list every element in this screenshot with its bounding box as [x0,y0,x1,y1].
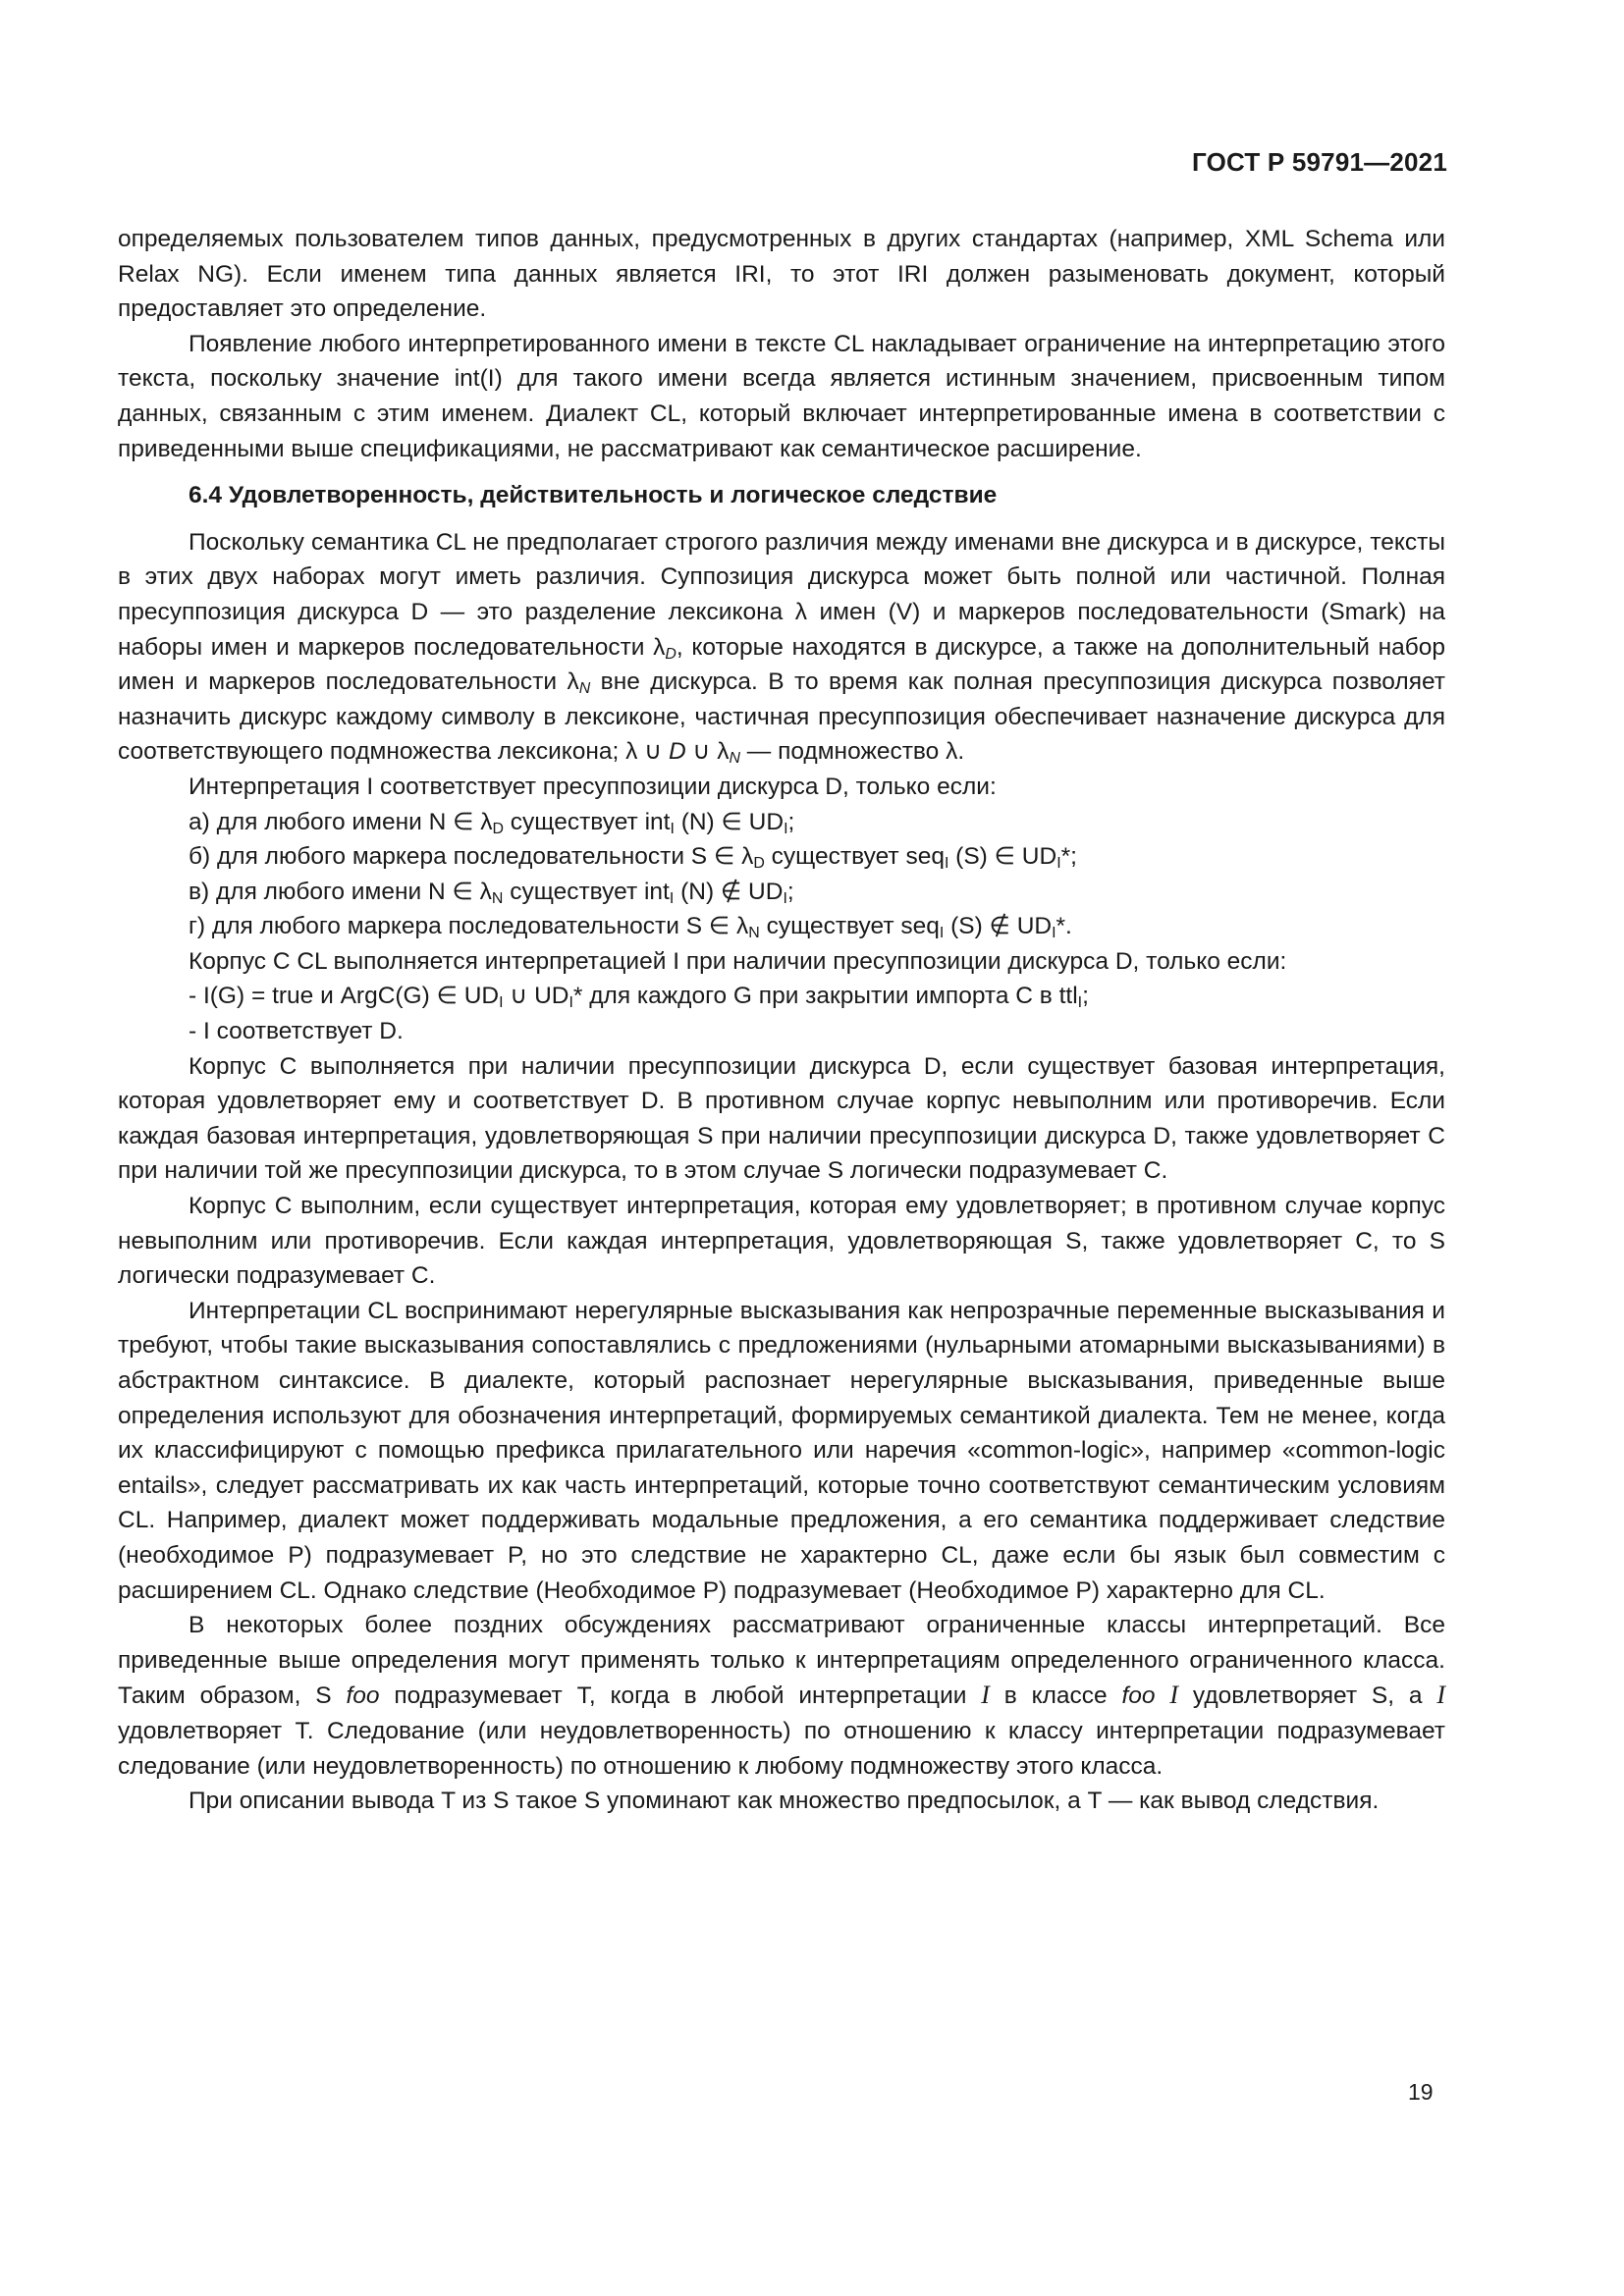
list-item: - I(G) = true и ArgC(G) ∈ $UD_I$ ∪ $UD_I*$ для каждого G при закрытии импорта C в ttl$_I$; [189,983,1089,1012]
list-item: - I соответствует D. [189,1018,404,1045]
paragraph: При описании вывода T из S такое S упоминают как множество предпосылок, а T — как вывод следствия. [189,1788,1380,1815]
paragraph: Поскольку семантика CL не предполагает строгого различия между именами вне дискурса и в дискурсе, тексты в этих двух наборах могут иметь различия. Суппозиция дискурса может быть полной или частичной. Полная пресуппозиция дискурса D — это разделение лексикона λ имен (V) и маркеров последовательности (Smark) на наборы имен и маркеров последовательности $\lambda_D$, которые находятся в дискурсе, а также на дополнительный набор имен и маркеров последовательности $\lambda_N$ вне дискурса. В то время как полная пресуппозиция дискурса позволяет назначить дискурс каждому символу в лексиконе, частичная пресуппозиция обеспечивает назначение дискурса для соответствующего подмножества лексикона; λ ∪ D ∪ $\lambda_N$ — подмножество λ. [118,528,1446,768]
paragraph: Корпус C выполняется при наличии пресуппозиции дискурса D, если существует базовая интерпретация, которая удовлетворяет ему и соответствует D. В противном случае корпус невыполним или противоречив. Если каждая базовая интерпретация, удовлетворяющая S при наличии пресуппозиции дискурса D, также удовлетворяет C при наличии той же пресуппозиции дискурса, то в этом случае S логически подразумевает C. [118,1052,1445,1185]
paragraph: Корпус C выполним, если существует интерпретация, которая ему удовлетворяет; в противном случае корпус невыполним или противоречив. Если каждая интерпретация, удовлетворяющая S, также удовлетворяет C, то S логически подразумевает C. [118,1193,1445,1290]
paragraph: В некоторых более поздних обсуждениях рассматривают ограниченные классы интерпретаций. Все приведенные выше определения могут применять только к интерпретациям определенного ограниченного класса. Таким образом, S foo подразумевает T, когда в любой интерпретации I в классе foo I удовлетворяет S, а I удовлетворяет T. Следование (или неудовлетворенность) по отношению к классу интерпретации подразумевает следование (или неудовлетворенность) по отношению к любому подмножеству этого класса. [118,1612,1445,1780]
list-item: г) для любого маркера последовательности S ∈ $\lambda_N$ существует seq$_I$ (S) ∉ $UD_I*$. [189,913,1072,942]
list-item: б) для любого маркера последовательности S ∈ $\lambda_D$ существует seq$_I$ (S) ∈ $UD_I*$; [189,843,1077,873]
standard-header: ГОСТ Р 59791—2021 [1192,147,1447,177]
paragraph: определяемых пользователем типов данных, предусмотренных в других стандартах (например, XML Schema или Relax NG). Если именем типа данных является IRI, то этот IRI должен разыменовать документ, который предоставляет это определение. [118,226,1445,323]
paragraph: Интерпретации CL воспринимают нерегулярные высказывания как непрозрачные переменные высказывания и требуют, чтобы такие высказывания сопоставлялись с предложениями (нульарными атомарными высказываниями) в абстрактном синтаксисе. В диалекте, который распознает нерегулярные высказывания, приведенные выше определения используют для обозначения интерпретаций, формируемых семантикой диалекта. Тем не менее, когда их классифицируют с помощью префикса прилагательного или наречия «common-logic», например «common-logic entails», следует рассматривать их как часть интерпретаций, которые точно соответствуют семантическим условиям CL. Например, диалект может поддерживать модальные предложения, а его семантика поддерживает следствие (необходимое P) подразумевает P, но это следствие не характерно CL, даже если бы язык был совместим с расширением CL. Однако следствие (Необходимое P) подразумевает (Необходимое P) характерно для CL. [118,1297,1445,1604]
paragraph: Корпус C CL выполняется интерпретацией I при наличии пресуппозиции дискурса D, только если: [189,947,1287,975]
page-body [118,222,1445,1819]
page-number: 19 [1408,2079,1434,2105]
paragraph: Интерпретация I соответствует пресуппозиции дискурса D, только если: [189,773,997,800]
paragraph: Появление любого интерпретированного имени в тексте CL накладывает ограничение на интерпретацию этого текста, поскольку значение int(I) для такого имени всегда является истинным значением, присвоенным типом данных, связанным с этим именем. Диалект CL, который включает интерпретированные имена в соответствии с приведенными выше спецификациями, не рассматривают как семантическое расширение. [118,330,1445,462]
list-item: а) для любого имени N ∈ $\lambda_D$ существует int$_I$ (N) ∈ $UD_I$; [189,808,795,837]
section-heading: 6.4 Удовлетворенность, действительность и логическое следствие [189,482,998,509]
list-item: в) для любого имени N ∈ $\lambda_N$ существует int$_I$ (N) ∉ $UD_I$; [189,878,794,907]
